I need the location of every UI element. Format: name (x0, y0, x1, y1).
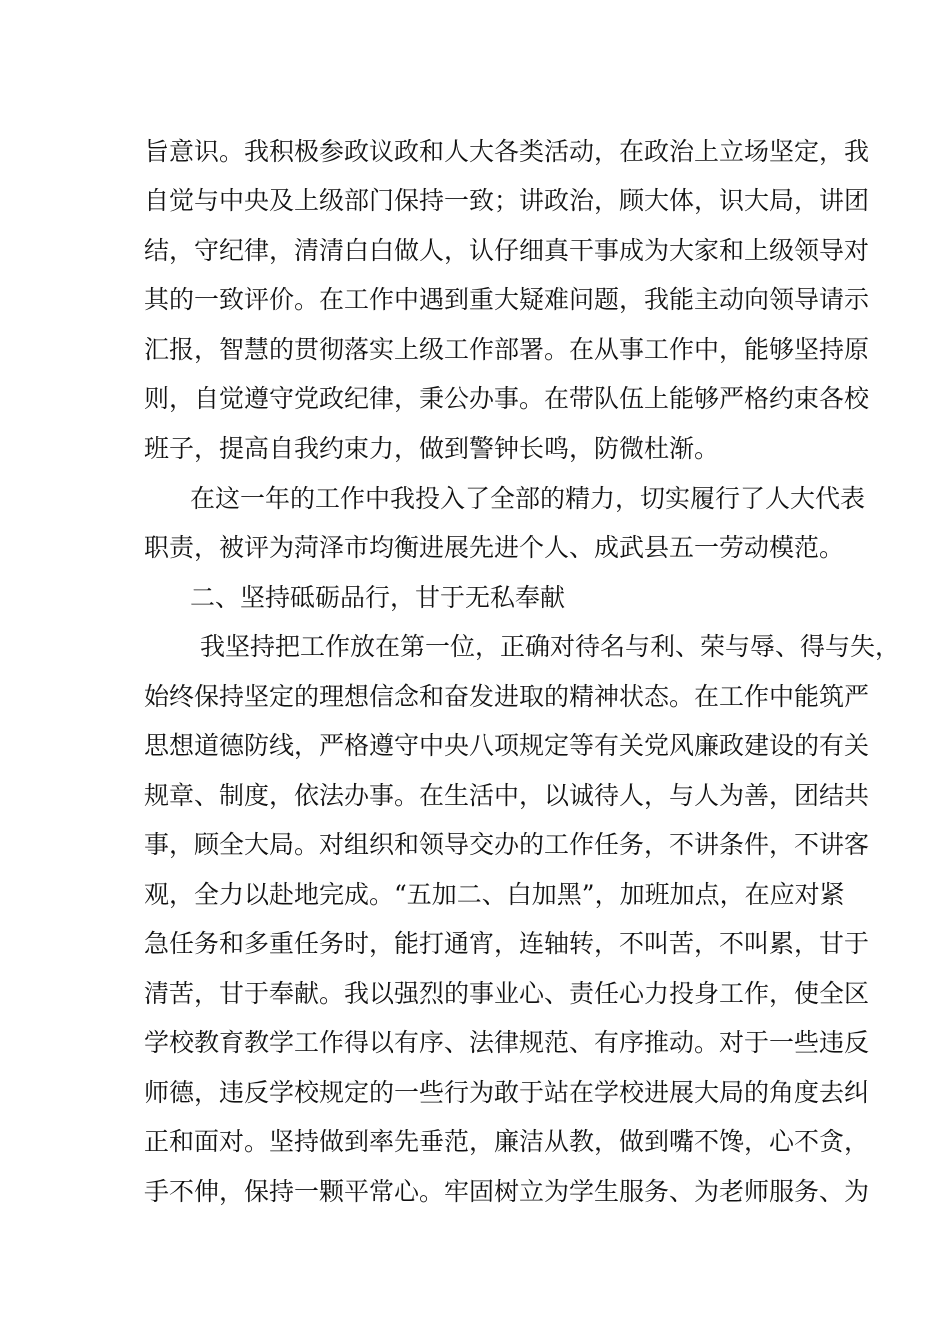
text-line: 汇报，智慧的贯彻落实上级工作部署。在从事工作中，能够坚持原 (144, 335, 870, 364)
text-line: 始终保持坚定的理想信念和奋发进取的精神状态。在工作中能筑严 (144, 682, 870, 711)
text-line: 规章、制度，依法办事。在生活中，以诚待人，与人为善，团结共 (144, 781, 870, 810)
text-line: 手不伸，保持一颗平常心。牢固树立为学生服务、为老师服务、为 (144, 1177, 870, 1206)
text-line: 思想道德防线，严格遵守中央八项规定等有关党风廉政建设的有关 (144, 731, 870, 760)
text-line: 班子，提高自我约束力，做到警钟长鸣，防微杜渐。 (144, 434, 720, 463)
text-line: 急任务和多重任务时，能打通宵，连轴转，不叫苦，不叫累，甘于 (144, 929, 870, 958)
text-line: 清苦，甘于奉献。我以强烈的事业心、责任心力投身工作，使全区 (144, 979, 870, 1008)
text-line: 旨意识。我积极参政议政和人大各类活动，在政治上立场坚定，我 (144, 137, 870, 166)
text-line: 观，全力以赴地完成。“五加二、白加黑”，加班加点，在应对紧 (144, 880, 845, 909)
text-line: 正和面对。坚持做到率先垂范，廉洁从教，做到嘴不馋，心不贪， (144, 1127, 870, 1156)
section-heading: 二、坚持砥砺品行，甘于无私奉献 (190, 583, 566, 612)
text-line: 自觉与中央及上级部门保持一致；讲政治，顾大体，识大局，讲团 (144, 186, 870, 215)
text-line: 结，守纪律，清清白白做人，认仔细真干事成为大家和上级领导对 (144, 236, 870, 265)
text-line: 我坚持把工作放在第一位，正确对待名与利、荣与辱、得与失， (200, 632, 901, 661)
text-line: 师德，违反学校规定的一些行为敢于站在学校进展大局的角度去纠 (144, 1078, 870, 1107)
text-line: 学校教育教学工作得以有序、法律规范、有序推动。对于一些违反 (144, 1028, 870, 1057)
text-line: 职责，被评为菏泽市均衡进展先进个人、成武县五一劳动模范。 (144, 533, 845, 562)
text-line: 则，自觉遵守党政纪律，秉公办事。在带队伍上能够严格约束各校 (144, 384, 870, 413)
text-line: 其的一致评价。在工作中遇到重大疑难问题，我能主动向领导请示 (144, 285, 870, 314)
text-line: 事，顾全大局。对组织和领导交办的工作任务，不讲条件，不讲客 (144, 830, 870, 859)
text-line: 在这一年的工作中我投入了全部的精力，切实履行了人大代表 (190, 484, 866, 513)
